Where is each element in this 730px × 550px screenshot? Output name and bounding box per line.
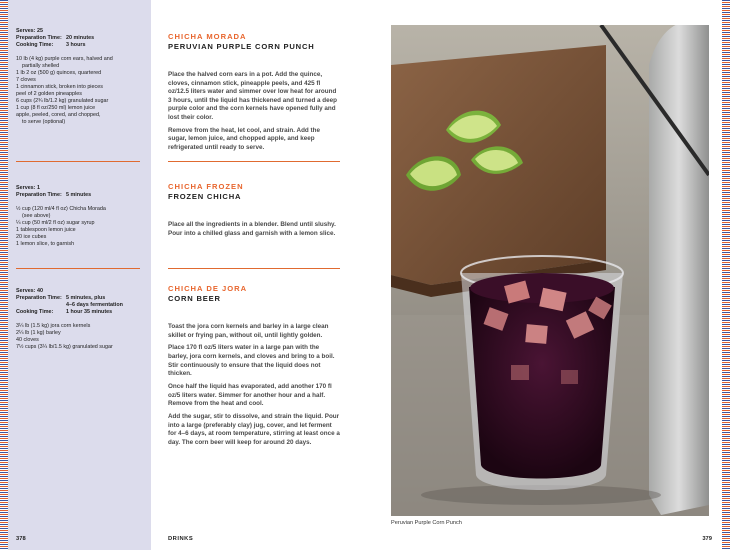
section-name: DRINKS bbox=[168, 536, 194, 542]
meta-row bbox=[16, 28, 141, 35]
recipe-meta bbox=[16, 288, 141, 316]
ingredient-item: partially shelled bbox=[22, 63, 60, 69]
meta-value bbox=[66, 28, 141, 35]
recipe-method bbox=[168, 71, 340, 153]
meta-label: Preparation Time: bbox=[16, 295, 62, 301]
meta-label: Serves: 40 bbox=[16, 288, 43, 294]
meta-row bbox=[16, 302, 141, 309]
meta-label: Preparation Time: bbox=[16, 35, 62, 41]
meta-value: 5 minutes, plus bbox=[66, 295, 106, 301]
recipe-subtitle: PERUVIAN PURPLE CORN PUNCH bbox=[168, 42, 315, 51]
sidebar-divider bbox=[16, 268, 140, 269]
meta-row bbox=[16, 295, 141, 302]
recipe-divider bbox=[168, 161, 340, 162]
meta-value: 20 minutes bbox=[66, 35, 95, 41]
meta-label: Preparation Time: bbox=[16, 192, 62, 198]
page-number-right: 379 bbox=[702, 536, 712, 542]
ingredient-item: 1 tablespoon lemon juice bbox=[16, 227, 76, 233]
ingredient-item: 10 lb (4 kg) purple corn ears, halved and bbox=[16, 56, 113, 62]
ingredient-item: 6 cups (2¾ lb/1.2 kg) granulated sugar bbox=[16, 98, 109, 104]
meta-value bbox=[66, 288, 141, 295]
meta-value: 3 hours bbox=[66, 42, 86, 48]
meta-label: Cooking Time: bbox=[16, 309, 54, 315]
ingredient-item: peel of 2 golden pineapples bbox=[16, 91, 82, 97]
meta-label: Serves: 1 bbox=[16, 185, 40, 191]
recipe-subtitle: FROZEN CHICHA bbox=[168, 192, 242, 201]
page-edge-stripe-left bbox=[0, 0, 8, 550]
recipe-title: CHICHA MORADA bbox=[168, 32, 247, 41]
page-edge-stripe-right bbox=[722, 0, 730, 550]
meta-value: 4–6 days fermentation bbox=[66, 302, 123, 308]
method-paragraph: Place the halved corn ears in a pot. Add the quince, cloves, cinnamon stick, pineapple peels, and 425 fl oz/12.5 liters water and simmer over low heat for around 3 hours, until the liquid has thickened and turned a deep purple color and the corn kernels have opened fully and lost their color. bbox=[168, 71, 337, 121]
recipe bbox=[168, 32, 340, 157]
ingredient-item: apple, peeled, cored, and chopped, bbox=[16, 112, 101, 118]
ingredient-item: to serve (optional) bbox=[22, 119, 66, 125]
ingredient-block bbox=[16, 28, 141, 126]
method-paragraph: Place 170 fl oz/5 liters water in a large pan with the barley, jora corn kernels, and cloves and bring to a boil. Stir continuously to ensure that the liquid does not thicken. bbox=[168, 344, 335, 378]
meta-label: Serves: 25 bbox=[16, 28, 43, 34]
meta-value: 1 hour 35 minutes bbox=[66, 309, 113, 315]
meta-value bbox=[66, 185, 141, 192]
meta-value: 5 minutes bbox=[66, 192, 92, 198]
photo-caption: Peruvian Purple Corn Punch bbox=[391, 520, 462, 526]
method-paragraph: Place all the ingredients in a blender. Blend until slushy. Pour into a chilled glass and garnish with a lemon slice. bbox=[168, 221, 336, 237]
recipe bbox=[168, 284, 340, 451]
ingredient-item: 20 ice cubes bbox=[16, 234, 47, 240]
ingredient-item: 1 lb 2 oz (500 g) quinces, quartered bbox=[16, 70, 102, 76]
meta-label bbox=[16, 302, 66, 309]
ingredient-block bbox=[16, 288, 141, 351]
recipe-subtitle: CORN BEER bbox=[168, 294, 221, 303]
recipe bbox=[168, 182, 340, 242]
recipe-method bbox=[168, 323, 340, 447]
ingredient-item: 40 cloves bbox=[16, 337, 39, 343]
method-paragraph: Once half the liquid has evaporated, add another 170 fl oz/5 liters water. Simmer for another hour and a half. Remove from the heat and cool. bbox=[168, 382, 332, 408]
recipe-method bbox=[168, 221, 340, 238]
ingredient-item: 1 cinnamon stick, broken into pieces bbox=[16, 84, 103, 90]
method-paragraph: Remove from the heat, let cool, and strain. Add the sugar, lemon juice, and chopped apple, and keep refrigerated until ready to serve. bbox=[168, 126, 320, 151]
ingredient-item: (see above) bbox=[22, 213, 51, 219]
ingredient-item: 1 cup (8 fl oz/250 ml) lemon juice bbox=[16, 105, 96, 111]
ingredient-block bbox=[16, 185, 141, 248]
meta-row bbox=[16, 192, 141, 199]
recipe-meta bbox=[16, 28, 141, 49]
ingredient-item: 3¼ lb (1.5 kg) jora corn kernels bbox=[16, 323, 91, 329]
meta-row bbox=[16, 309, 141, 316]
ingredient-item: 7 cloves bbox=[16, 77, 36, 83]
drink-photo-illustration bbox=[391, 25, 709, 516]
meta-row bbox=[16, 42, 141, 49]
metal-pot bbox=[649, 25, 709, 515]
meta-row bbox=[16, 35, 141, 42]
meta-row bbox=[16, 288, 141, 295]
sidebar-divider bbox=[16, 161, 140, 162]
ingredient-item: ¼ cup (50 ml/2 fl oz) sugar syrup bbox=[16, 220, 95, 226]
recipe-title: CHICHA DE JORA bbox=[168, 284, 248, 293]
page-number-left: 378 bbox=[16, 536, 26, 542]
drink-photo bbox=[391, 25, 709, 516]
meta-label: Cooking Time: bbox=[16, 42, 54, 48]
ingredient-item: ½ cup (120 ml/4 fl oz) Chicha Morada bbox=[16, 206, 106, 212]
method-paragraph: Add the sugar, stir to dissolve, and strain the liquid. Pour into a large (preferably clay) jug, cover, and let ferment for 4–6 days, at room temperature, stirring at least once a day. The corn beer will keep for around 20 days. bbox=[168, 412, 340, 446]
ingredient-item: 2¼ lb (1 kg) barley bbox=[16, 330, 61, 336]
ingredient-item: 1 lemon slice, to garnish bbox=[16, 241, 75, 247]
recipe-divider bbox=[168, 268, 340, 269]
ingredient-item: 7½ cups (3¼ lb/1.5 kg) granulated sugar bbox=[16, 344, 113, 350]
meta-row bbox=[16, 185, 141, 192]
recipe-meta bbox=[16, 185, 141, 199]
recipe-title: CHICHA FROZEN bbox=[168, 182, 244, 191]
method-paragraph: Toast the jora corn kernels and barley in a large clean skillet or frying pan, without oil, until lightly golden. bbox=[168, 323, 329, 339]
